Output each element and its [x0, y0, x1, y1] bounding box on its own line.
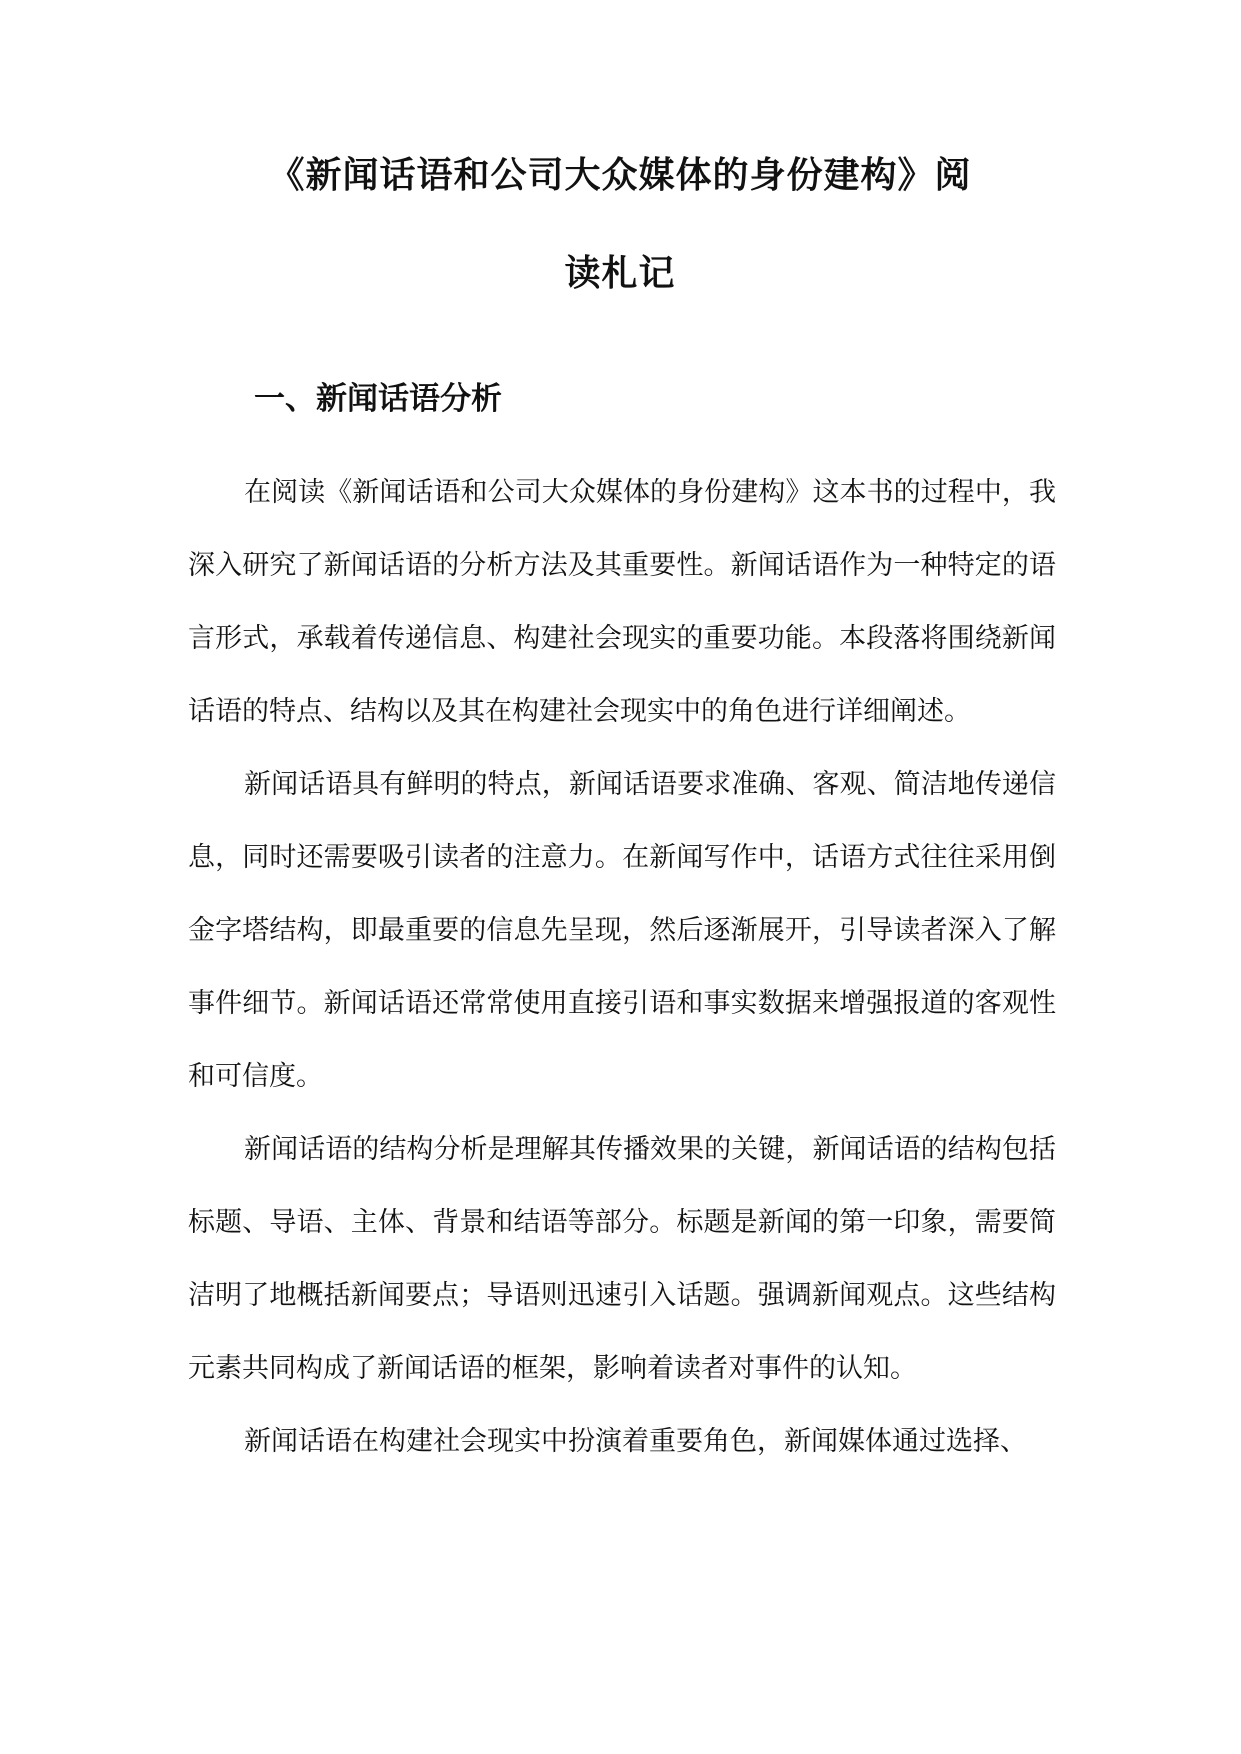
paragraph-1: 在阅读《新闻话语和公司大众媒体的身份建构》这本书的过程中，我深入研究了新闻话语的分析方法及其重要性。新闻话语作为一种特定的语言形式，承载着传递信息、构建社会现实的重要功能。本段落将围绕新闻话语的特点、结构以及其在构建社会现实中的角色进行详细阐述。 — [188, 477, 1056, 727]
paragraph-4: 新闻话语在构建社会现实中扮演着重要角色，新闻媒体通过选择、 — [244, 1426, 1027, 1457]
document-title-line-1: 《新闻话语和公司大众媒体的身份建构》阅 — [268, 155, 972, 196]
paragraph-3: 新闻话语的结构分析是理解其传播效果的关键，新闻话语的结构包括标题、导语、主体、背景和结语等部分。标题是新闻的第一印象，需要简洁明了地概括新闻要点；导语则迅速引入话题。强调新闻观点。这些结构元素共同构成了新闻话语的框架，影响着读者对事件的认知。 — [188, 1134, 1056, 1384]
document-title-line-2: 读札记 — [564, 253, 676, 294]
section-body — [188, 456, 1056, 1478]
paragraph-2: 新闻话语具有鲜明的特点，新闻话语要求准确、客观、简洁地传递信息，同时还需要吸引读者的注意力。在新闻写作中，话语方式往往采用倒金字塔结构，即最重要的信息先呈现，然后逐渐展开，引导读者深入了解事件细节。新闻话语还常常使用直接引语和事实数据来增强报道的客观性和可信度。 — [188, 769, 1056, 1092]
section-heading: 一、新闻话语分析 — [254, 381, 502, 417]
